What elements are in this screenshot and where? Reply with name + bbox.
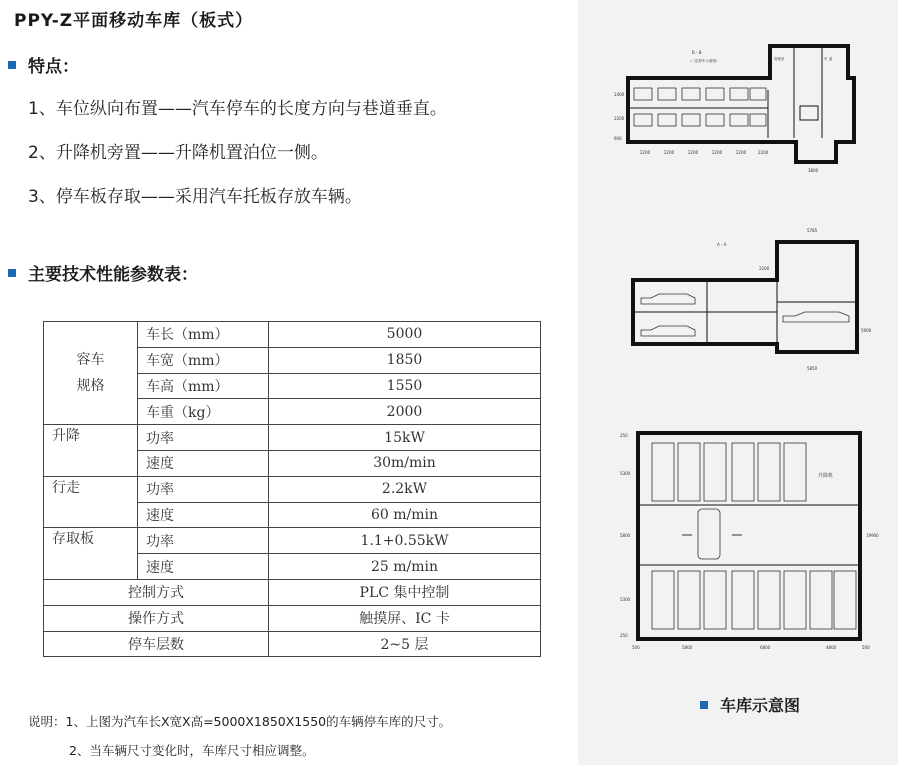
bullet-square-icon bbox=[8, 269, 16, 277]
table-row bbox=[44, 425, 541, 451]
center-car-icon bbox=[698, 509, 720, 559]
spec-value: 1550 bbox=[269, 373, 541, 399]
feature-item-1: 1、车位纵向布置——汽车停车的长度方向与巷道垂直。 bbox=[28, 99, 447, 119]
spec-value: 60 m/min bbox=[269, 502, 541, 528]
spec-value: 2000 bbox=[269, 399, 541, 425]
aa-dim-side: 2200 bbox=[759, 266, 770, 271]
spec-value: 1850 bbox=[269, 347, 541, 373]
lift-category: 升降 bbox=[44, 425, 138, 477]
spec-label: 功率 bbox=[138, 425, 269, 451]
travel-category: 行走 bbox=[44, 476, 138, 528]
spec-value: 1.1+0.55kW bbox=[269, 528, 541, 554]
spec-value: 5000 bbox=[269, 322, 541, 348]
spec-label: 操作方式 bbox=[44, 605, 269, 631]
note-1: 说明：1、上图为汽车长X宽X高=5000X1850X1550的车辆停车库的尺寸。 bbox=[28, 714, 452, 729]
table-row bbox=[44, 528, 541, 554]
plan-dim-left-2: 5300 bbox=[620, 471, 631, 476]
board-category: 存取板 bbox=[44, 528, 138, 580]
spec-label: 车高（mm） bbox=[138, 373, 269, 399]
bullet-square-icon bbox=[700, 701, 708, 709]
bb-dim-right: 3800 bbox=[808, 168, 819, 173]
bb-dim-6: 2200 bbox=[758, 150, 769, 155]
spec-value: 30m/min bbox=[269, 450, 541, 476]
lift-label: 升降机 bbox=[818, 473, 834, 479]
spec-heading-text: 主要技术性能参数表： bbox=[28, 265, 198, 285]
plan-view-diagram bbox=[612, 425, 887, 655]
plan-dim-left-4: 5300 bbox=[620, 597, 631, 602]
plan-dim-bottom-2: 5800 bbox=[682, 645, 693, 650]
diagram-caption-text: 车库示意图 bbox=[720, 696, 801, 715]
bb-room1-label: 管理室 bbox=[774, 57, 785, 61]
plan-dim-bottom-3: 6800 bbox=[760, 645, 771, 650]
spec-value: 25 m/min bbox=[269, 554, 541, 580]
aa-dim-right: 5900 bbox=[861, 328, 872, 333]
car-category-line-1: 容车 bbox=[76, 352, 105, 369]
bb-dim-4: 2200 bbox=[712, 150, 723, 155]
note-2: 2、当车辆尺寸变化时，车库尺寸相应调整。 bbox=[69, 743, 315, 758]
spec-label: 车宽（mm） bbox=[138, 347, 269, 373]
spec-label: 控制方式 bbox=[44, 579, 269, 605]
spec-label: 速度 bbox=[138, 450, 269, 476]
table-row bbox=[44, 322, 541, 348]
plan-dim-right: 19900 bbox=[866, 533, 879, 538]
spec-value: 15kW bbox=[269, 425, 541, 451]
spec-value: 2.2kW bbox=[269, 476, 541, 502]
spec-label: 功率 bbox=[138, 476, 269, 502]
bb-section-label: B - B bbox=[692, 50, 702, 55]
bb-dim-2: 2200 bbox=[664, 150, 675, 155]
car-side-icons bbox=[641, 294, 849, 336]
plan-dim-bottom-5: 500 bbox=[862, 645, 870, 650]
parking-stalls bbox=[634, 88, 766, 126]
spec-label: 车重（kg） bbox=[138, 399, 269, 425]
plan-dim-left-1: 250 bbox=[620, 433, 628, 438]
spec-table bbox=[43, 321, 541, 657]
section-aa-diagram bbox=[625, 222, 875, 382]
bb-dim-left-1: 1400 bbox=[614, 92, 625, 97]
spec-label: 停车层数 bbox=[44, 631, 269, 657]
diagram-caption bbox=[700, 693, 800, 716]
spec-label: 速度 bbox=[138, 502, 269, 528]
spec-value: PLC 集中控制 bbox=[269, 579, 541, 605]
table-row bbox=[44, 579, 541, 605]
bb-sub-label: （二层停车示意图） bbox=[688, 59, 720, 63]
aa-dim-bottom: 5850 bbox=[807, 366, 818, 371]
feature-item-2: 2、升降机旁置——升降机置泊位一侧。 bbox=[28, 143, 328, 163]
table-row bbox=[44, 476, 541, 502]
section-bb-diagram bbox=[610, 30, 870, 190]
plan-dim-bottom-4: 4800 bbox=[826, 645, 837, 650]
spec-value: 触摸屏、IC 卡 bbox=[269, 605, 541, 631]
bb-dim-5: 2200 bbox=[736, 150, 747, 155]
features-heading-text: 特点： bbox=[28, 57, 79, 77]
features-heading bbox=[8, 52, 79, 77]
bb-dim-left-3: 900 bbox=[614, 136, 622, 141]
aa-dim-top: 5785 bbox=[807, 228, 818, 233]
top-parking-row bbox=[652, 443, 806, 501]
car-category-line-2: 规格 bbox=[76, 378, 105, 395]
plan-dim-left-3: 5800 bbox=[620, 533, 631, 538]
spec-value: 2~5 层 bbox=[269, 631, 541, 657]
feature-item-3: 3、停车板存取——采用汽车托板存放车辆。 bbox=[28, 187, 362, 207]
bb-dim-left-2: 2200 bbox=[614, 116, 625, 121]
bottom-parking-row bbox=[652, 571, 856, 629]
spec-heading bbox=[8, 260, 198, 285]
table-row bbox=[44, 631, 541, 657]
aa-section-label: A - A bbox=[717, 242, 727, 247]
spec-label: 速度 bbox=[138, 554, 269, 580]
table-row bbox=[44, 605, 541, 631]
plan-dim-left-5: 250 bbox=[620, 633, 628, 638]
bb-room2-label: 车 道 bbox=[824, 57, 833, 61]
bb-dim-1: 2200 bbox=[640, 150, 651, 155]
bb-dim-3: 2200 bbox=[688, 150, 699, 155]
page-title: PPY-Z平面移动车库（板式） bbox=[14, 11, 254, 31]
spec-label: 功率 bbox=[138, 528, 269, 554]
car-spec-category bbox=[44, 322, 138, 425]
spec-label: 车长（mm） bbox=[138, 322, 269, 348]
bullet-square-icon bbox=[8, 61, 16, 69]
plan-dim-bottom-1: 500 bbox=[632, 645, 640, 650]
